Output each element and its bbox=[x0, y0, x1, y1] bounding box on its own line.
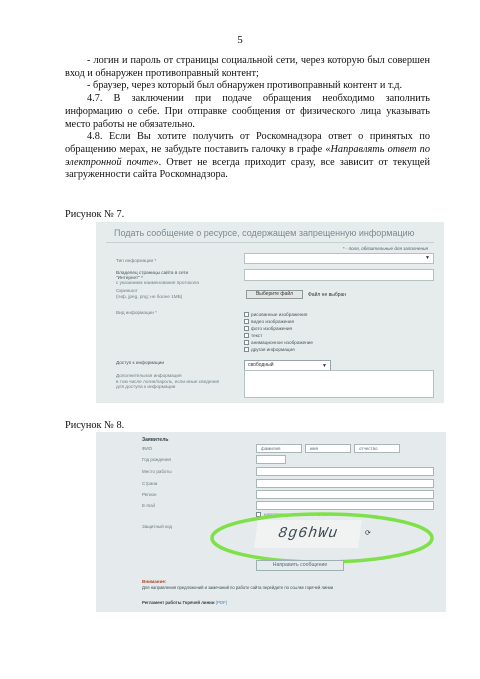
info-type-label: Тип информации * bbox=[116, 258, 157, 263]
extra-info-hint: в том числе логин/пароль, если иные сведения bbox=[116, 379, 220, 384]
option-photo[interactable]: фото изображения bbox=[244, 326, 292, 331]
warning-text: Для направления предложений и замечаний по работе сайта перейдите по ссылке горячей линии bbox=[142, 585, 334, 590]
country-input[interactable] bbox=[256, 479, 434, 488]
figure-7-screenshot bbox=[96, 222, 444, 403]
choose-file-button[interactable]: Выберите файл bbox=[246, 290, 303, 299]
country-label: Страна bbox=[142, 481, 158, 486]
checkbox[interactable] bbox=[244, 312, 249, 317]
form-title: Подать сообщение о ресурсе, содержащем запрещенную информацию bbox=[114, 228, 415, 238]
paragraph-4-7: 4.7. В заключении при подаче обращения необходимо заполнить информацию о себе. При отправке сообщения от физического лица указывать место работы не обязательно. bbox=[65, 93, 430, 130]
checkbox[interactable] bbox=[244, 333, 249, 338]
file-status: Файл не выбран bbox=[308, 292, 347, 298]
option-animation[interactable]: анимационное изображение bbox=[244, 340, 313, 345]
captcha-image: 8g6hWu bbox=[254, 520, 362, 548]
last-name-input[interactable]: фамилия bbox=[256, 444, 302, 453]
email-reply-label: направлять ответ по эл. почте bbox=[264, 512, 328, 517]
refresh-captcha-icon[interactable]: ⟳ bbox=[365, 530, 371, 537]
divider bbox=[106, 242, 434, 243]
chevron-down-icon: ▼ bbox=[425, 255, 430, 261]
birth-year-input[interactable] bbox=[256, 455, 286, 464]
checkbox[interactable] bbox=[244, 326, 249, 331]
region-input[interactable] bbox=[256, 490, 434, 499]
email-input[interactable] bbox=[256, 501, 434, 510]
owner-url-input[interactable] bbox=[244, 269, 434, 281]
checkbox[interactable] bbox=[244, 340, 249, 345]
info-type-select[interactable] bbox=[244, 253, 434, 264]
figure-8-caption: Рисунок № 8. bbox=[65, 420, 125, 431]
checkbox[interactable] bbox=[244, 319, 249, 324]
hotline-regulation: Регламент работы Горячей линии (PDF) bbox=[142, 600, 228, 605]
bullet-login: - логин и пароль от страницы социальной сети, через которую был совершен вход и обнаружен противоправный контент; bbox=[65, 55, 430, 79]
extra-info-label: Дополнительная информация bbox=[116, 373, 182, 378]
extra-info-hint-2: для доступа к информации bbox=[116, 384, 176, 389]
extra-info-textarea[interactable] bbox=[244, 370, 434, 398]
option-other[interactable]: другая информация bbox=[244, 347, 295, 352]
work-input[interactable] bbox=[256, 467, 434, 476]
option-video[interactable]: видео изображения bbox=[244, 319, 294, 324]
regulation-pdf-link[interactable]: (PDF) bbox=[215, 600, 228, 605]
owner-label: Владелец страницы сайта в сети bbox=[116, 270, 189, 275]
checkbox[interactable] bbox=[244, 347, 249, 352]
figure-8-screenshot bbox=[96, 432, 446, 612]
first-name-input[interactable]: имя bbox=[305, 444, 351, 453]
access-select[interactable]: свободный ▼ bbox=[244, 360, 331, 371]
fio-label: ФИО bbox=[142, 446, 153, 451]
email-reply-option-text: Направлять ответ по электронной почте bbox=[65, 143, 430, 168]
warning-title: Внимание: bbox=[142, 579, 167, 584]
page-number: 5 bbox=[237, 34, 243, 46]
body-text bbox=[65, 55, 430, 182]
work-label: Место работы bbox=[142, 469, 172, 474]
option-text[interactable]: текст bbox=[244, 333, 262, 338]
send-message-button[interactable]: Направить сообщение bbox=[256, 560, 344, 571]
required-note: * - поля, обязательные для заполнения bbox=[342, 246, 428, 251]
middle-name-input[interactable]: отчество bbox=[354, 444, 400, 453]
view-label: Вид информации * bbox=[116, 310, 157, 315]
paragraph-4-8: 4.8. Если Вы хотите получить от Роскомнадзора ответ о принятых по обращению мерах, не забудьте поставить галочку в графе «Направлять ответ по электронной почте». Ответ не всегда приходит сразу, все зависит от текущей загруженности сайта Роскомнадзора. bbox=[65, 131, 430, 181]
captcha-label: Защитный код bbox=[142, 524, 173, 529]
figure-7-caption: Рисунок № 7. bbox=[65, 209, 125, 220]
birth-year-label: Год рождения bbox=[142, 457, 171, 462]
owner-label-2: "Интернет" * bbox=[116, 275, 143, 280]
access-label: Доступ к информации bbox=[116, 360, 164, 365]
screenshot-hint: (гиф, jpeg, png; не более 1МБ) bbox=[116, 294, 183, 299]
screenshot-label: Скриншот bbox=[116, 288, 138, 293]
option-drawn-images[interactable]: рисованные изображения bbox=[244, 312, 307, 317]
region-label: Регион bbox=[142, 492, 157, 497]
bullet-browser: - браузер, через который был обнаружен противоправный контент и т.д. bbox=[87, 80, 403, 92]
owner-hint: с указанием наименования протокола bbox=[116, 280, 200, 285]
applicant-section-title: Заявитель bbox=[142, 437, 169, 443]
chevron-down-icon: ▼ bbox=[322, 363, 327, 369]
email-label: E-mail bbox=[142, 503, 155, 508]
